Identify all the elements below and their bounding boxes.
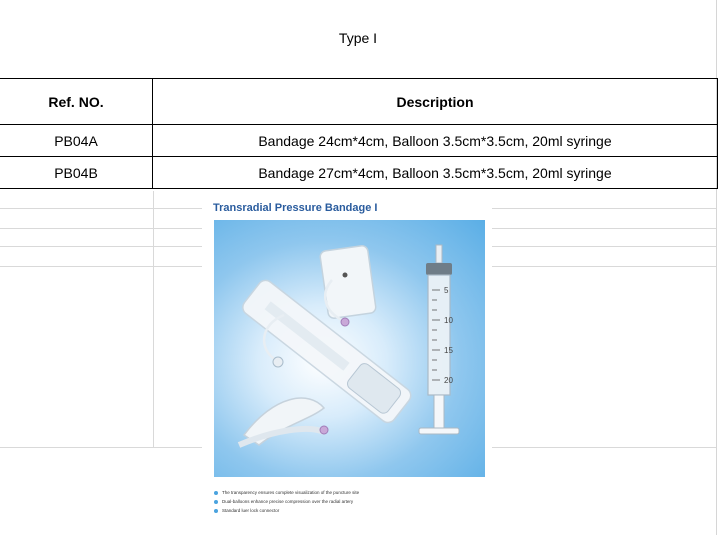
cell-description: Bandage 24cm*4cm, Balloon 3.5cm*3.5cm, 20ml syringe [153, 125, 718, 157]
cell-ref: PB04A [0, 125, 153, 157]
cell-ref: PB04B [0, 157, 153, 189]
cell-description: Bandage 27cm*4cm, Balloon 3.5cm*3.5cm, 20ml syringe [153, 157, 718, 189]
list-item [214, 488, 359, 497]
list-item [214, 506, 359, 515]
bullet-dot-icon [214, 491, 218, 495]
header-description: Description [153, 79, 718, 125]
feature-list [214, 488, 359, 515]
list-item [214, 497, 359, 506]
table-row [0, 125, 718, 157]
bullet-dot-icon [214, 500, 218, 504]
bandage-illustration [214, 220, 485, 477]
syringe-mark: 20 [444, 376, 453, 385]
syringe-mark: 10 [444, 316, 453, 325]
syringe-mark: 5 [444, 286, 449, 295]
feature-text: Standard luer lock connector [222, 508, 280, 513]
syringe-mark: 15 [444, 346, 453, 355]
header-ref-no: Ref. NO. [0, 79, 153, 125]
spec-table [0, 78, 718, 189]
feature-text: The transparency ensures complete visualization of the puncture site [222, 490, 360, 495]
table-row [0, 157, 718, 189]
product-title: Transradial Pressure Bandage I [213, 202, 378, 214]
table-header-row [0, 79, 718, 125]
product-photo [214, 220, 485, 477]
bullet-dot-icon [214, 509, 218, 513]
page-heading: Type I [338, 30, 378, 46]
feature-text: Dual-balloons enhance precise compression over the radial artery [222, 499, 354, 504]
product-image [202, 192, 492, 522]
grid-column-line [153, 191, 154, 447]
